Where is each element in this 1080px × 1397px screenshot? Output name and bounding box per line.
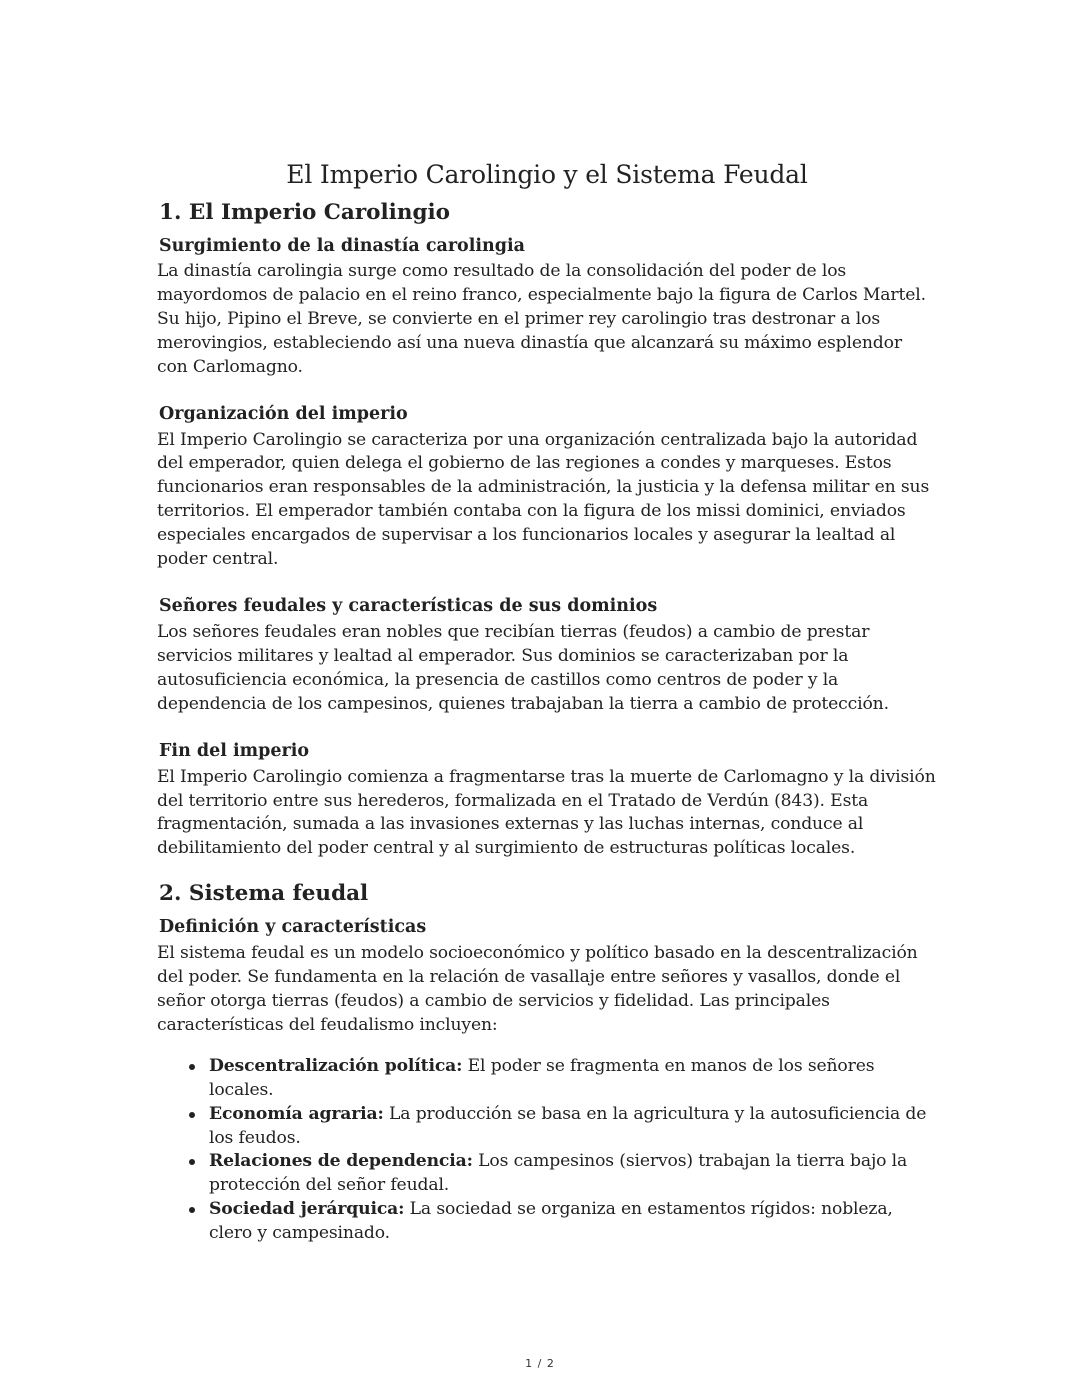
list-item-text: El poder se fragmenta en manos de los señores locales. — [209, 1055, 875, 1100]
section-heading-imperio-carolingio: 1. El Imperio Carolingio — [159, 200, 451, 225]
list-item-term: Sociedad jerárquica: — [209, 1199, 405, 1220]
characteristics-list — [157, 1055, 937, 1246]
list-item-text: Los campesinos (siervos) trabajan la tierra bajo la protección del señor feudal. — [209, 1151, 908, 1196]
list-item-term: Economía agraria: — [209, 1103, 384, 1124]
paragraph-fin-imperio: El Imperio Carolingio comienza a fragmentarse tras la muerte de Carlomagno y la división del territorio entre sus herederos, formalizada en el Tratado de Verdún (843). Esta fragmentación, sumada a las invasiones externas y las luchas internas, conduce al debilitamiento del poder central y al surgimiento de estructuras políticas locales. — [157, 766, 936, 859]
paragraph-surgimiento: La dinastía carolingia surge como resultado de la consolidación del poder de los mayordomos de palacio en el reino franco, especialmente bajo la figura de Carlos Martel. Su hijo, Pipino el Breve, se convierte en el primer rey carolingio tras destronar a los merovingios, estableciendo así una nueva dinastía que alcanzará su máximo esplendor con Carlomagno. — [157, 261, 926, 377]
subheading-fin-imperio: Fin del imperio — [159, 740, 310, 761]
document-title: El Imperio Carolingio y el Sistema Feudal — [286, 160, 808, 189]
list-item-text: La sociedad se organiza en estamentos rígidos: nobleza, clero y campesinado. — [209, 1199, 893, 1244]
page-number: 1 / 2 — [525, 1357, 555, 1370]
paragraph-organizacion: El Imperio Carolingio se caracteriza por una organización centralizada bajo la autoridad del emperador, quien delega el gobierno de las regiones a condes y marqueses. Estos funcionarios eran responsables de la administración, la justicia y la defensa militar en sus territorios. El emperador también contaba con la figura de los missi dominici, enviados especiales encargados de supervisar a los funcionarios locales y asegurar la lealtad al poder central. — [157, 429, 930, 570]
list-item-text: La producción se basa en la agricultura y la autosuficiencia de los feudos. — [209, 1103, 927, 1148]
subheading-organizacion: Organización del imperio — [159, 403, 408, 424]
paragraph-senores-feudales: Los señores feudales eran nobles que recibían tierras (feudos) a cambio de prestar servicios militares y lealtad al emperador. Sus dominios se caracterizaban por la autosuficiencia económica, la presencia de castillos como centros de poder y la dependencia de los campesinos, quienes trabajaban la tierra a cambio de protección. — [157, 621, 889, 714]
list-item-term: Descentralización política: — [209, 1055, 463, 1076]
subheading-definicion: Definición y características — [159, 917, 427, 938]
list-item — [209, 1150, 937, 1198]
subheading-surgimiento: Surgimiento de la dinastía carolingia — [159, 236, 525, 256]
list-item — [209, 1103, 937, 1151]
section-heading-sistema-feudal: 2. Sistema feudal — [159, 881, 369, 907]
document-content — [157, 158, 937, 1246]
list-item — [209, 1198, 937, 1246]
list-item — [209, 1055, 937, 1103]
subheading-senores-feudales: Señores feudales y características de sus dominios — [159, 595, 658, 616]
list-item-term: Relaciones de dependencia: — [209, 1151, 473, 1172]
paragraph-definicion: El sistema feudal es un modelo socioeconómico y político basado en la descentralización del poder. Se fundamenta en la relación de vasallaje entre señores y vasallos, donde el señor otorga tierras (feudos) a cambio de servicios y fidelidad. Las principales características del feudalismo incluyen: — [157, 943, 918, 1035]
